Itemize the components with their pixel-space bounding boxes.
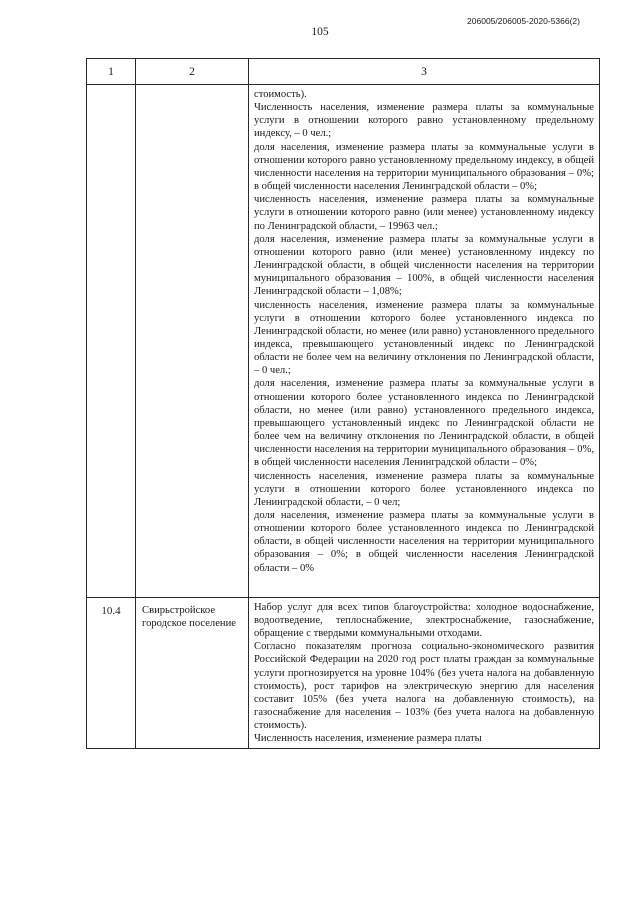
paragraph: численность населения, изменение размера платы за коммунальные услуги в отношении которого более установленного индекса по Ленинградской области, – 0 чел; bbox=[254, 470, 594, 508]
document-id: 206005/206005-2020-5366(2) bbox=[467, 16, 580, 26]
paragraph: численность населения, изменение размера платы за коммунальные услуги в отношении которого равно (или менее) установленному индексу по Ленинградской области, – 19963 чел.; bbox=[254, 194, 594, 232]
paragraph: Согласно показателям прогноза социально-экономического развития Российской Федерации на 2020 год рост платы граждан за коммунальные услуги прогнозируется на уровне 104% (без учета налога на добавленную стоимость), рост тарифов на электрическую энергию для населения составит 105% (без учета налога на добавленную стоимость), на газоснабжение для населения – 103% (без учета налога на добавленную стоимость). bbox=[254, 641, 594, 732]
paragraph: доля населения, изменение размера платы за коммунальные услуги в отношении которого более установленного индекса по Ленинградской области, но менее (или равно) установленного предельного индекса, превышающего установленный индекс по Ленинградской области не более чем на величину отклонения по Ленинградской области, в общей численности населения на территории муниципального образования – 0%, в общей численности населения Ленинградской области – 0%; bbox=[254, 378, 594, 469]
description-cell bbox=[249, 597, 600, 748]
paragraph: численность населения, изменение размера платы за коммунальные услуги в отношении которого более установленного индекса по Ленинградской области, но менее (или равно) установленного предельного индекса, превышающего установленный индекс по Ленинградской области не более чем на величину отклонения по Ленинградской области, – 0 чел.; bbox=[254, 299, 594, 377]
data-table bbox=[86, 58, 600, 749]
row-number-cell: 10.4 bbox=[87, 597, 136, 748]
paragraph: доля населения, изменение размера платы за коммунальные услуги в отношении которого равно установленному предельному индексу, в общей численности населения на территории муниципального образования – 0%; в общей численности населения Ленинградской области – 0%; bbox=[254, 141, 594, 193]
paragraph: Численность населения, изменение размера платы bbox=[254, 733, 482, 745]
paragraph: Набор услуг для всех типов благоустройства: холодное водоснабжение, водоотведение, теплоснабжение, электроснабжение, газоснабжение, обращение с твердыми коммунальными отходами. bbox=[254, 601, 594, 640]
settlement-name-cell bbox=[136, 85, 249, 598]
table-row-continued bbox=[87, 85, 600, 598]
paragraph: доля населения, изменение размера платы за коммунальные услуги в отношении которого более установленного индекса по Ленинградской области, в общей численности населения на территории муниципального образования – 0%; в общей численности населения Ленинградской области – 0% bbox=[254, 510, 594, 574]
paragraph: стоимость). bbox=[254, 89, 307, 100]
table-header-row bbox=[87, 59, 600, 85]
description-cell bbox=[249, 85, 600, 598]
column-header-3: 3 bbox=[249, 59, 600, 85]
row-number-cell bbox=[87, 85, 136, 598]
paragraph: доля населения, изменение размера платы за коммунальные услуги в отношении которого равно (или менее) установленному индексу по Ленинградской области, в общей численности населения на территории муниципального образования – 100%, в общей численности населения Ленинградской области – 1,08%; bbox=[254, 233, 594, 298]
table-row bbox=[87, 597, 600, 748]
column-header-1: 1 bbox=[87, 59, 136, 85]
page-number: 105 bbox=[311, 26, 329, 38]
spacer bbox=[254, 575, 594, 595]
settlement-name-cell: Свирьстройское городское поселение bbox=[136, 597, 249, 748]
paragraph: Численность населения, изменение размера платы за коммунальные услуги в отношении которого равно установленному предельному индексу, – 0 чел.; bbox=[254, 102, 594, 140]
column-header-2: 2 bbox=[136, 59, 249, 85]
